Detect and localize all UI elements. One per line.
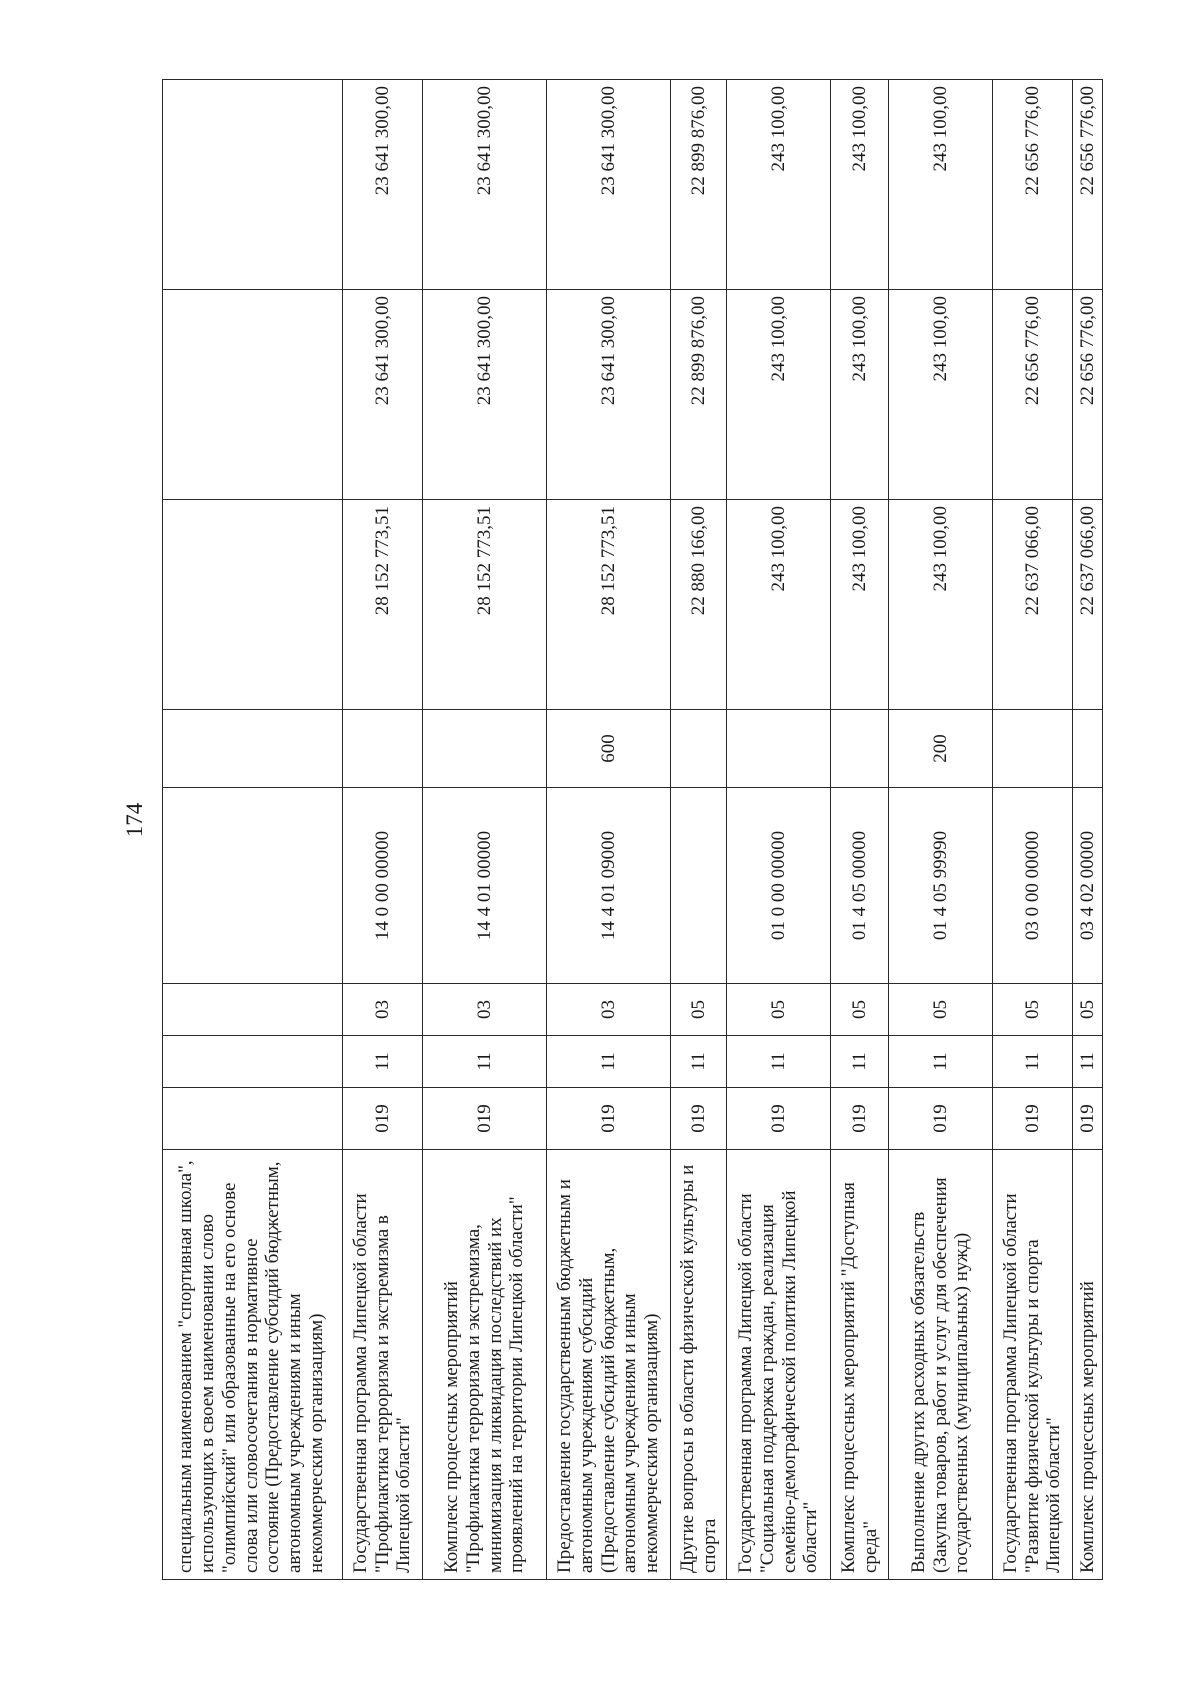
cell-pr xyxy=(163,984,343,1036)
table-row xyxy=(423,80,547,1580)
cell-gr: 019 xyxy=(671,1088,727,1150)
cell-amount-2: 243 100,00 xyxy=(831,290,889,500)
row-name: Другие вопросы в области физической культуры и спорта xyxy=(671,1150,727,1580)
cell-csr: 14 0 00 00000 xyxy=(343,788,423,984)
cell-amount-1 xyxy=(163,500,343,710)
cell-pr: 05 xyxy=(1073,984,1103,1036)
rotated-page xyxy=(120,60,1100,1580)
cell-amount-3: 243 100,00 xyxy=(889,80,993,290)
cell-amount-1: 28 152 773,51 xyxy=(423,500,547,710)
table-row xyxy=(831,80,889,1580)
cell-amount-1: 243 100,00 xyxy=(889,500,993,710)
table-row xyxy=(671,80,727,1580)
cell-gr: 019 xyxy=(889,1088,993,1150)
table-row xyxy=(343,80,423,1580)
cell-pr: 03 xyxy=(547,984,671,1036)
cell-csr: 01 4 05 00000 xyxy=(831,788,889,984)
cell-pr: 03 xyxy=(343,984,423,1036)
cell-rz: 11 xyxy=(889,1036,993,1088)
cell-vr xyxy=(1073,710,1103,788)
table-row xyxy=(547,80,671,1580)
cell-gr: 019 xyxy=(343,1088,423,1150)
row-name: Комплекс процессных мероприятий xyxy=(1073,1150,1103,1580)
cell-vr xyxy=(343,710,423,788)
cell-pr: 05 xyxy=(889,984,993,1036)
cell-rz: 11 xyxy=(831,1036,889,1088)
cell-pr: 05 xyxy=(671,984,727,1036)
cell-gr: 019 xyxy=(423,1088,547,1150)
row-name: Государственная программа Липецкой области "Социальная поддержка граждан, реализация семейно-демографической политики Липецкой области" xyxy=(727,1150,831,1580)
cell-amount-2: 22 656 776,00 xyxy=(993,290,1073,500)
cell-gr xyxy=(163,1088,343,1150)
cell-csr xyxy=(671,788,727,984)
cell-amount-2: 22 656 776,00 xyxy=(1073,290,1103,500)
cell-csr: 01 4 05 99990 xyxy=(889,788,993,984)
page-number: 174 xyxy=(122,802,147,838)
cell-csr xyxy=(163,788,343,984)
cell-amount-3: 22 656 776,00 xyxy=(993,80,1073,290)
cell-amount-1: 28 152 773,51 xyxy=(547,500,671,710)
cell-amount-2 xyxy=(163,290,343,500)
table-row xyxy=(993,80,1073,1580)
cell-amount-1: 28 152 773,51 xyxy=(343,500,423,710)
table-row xyxy=(1073,80,1103,1580)
cell-amount-1: 22 637 066,00 xyxy=(993,500,1073,710)
cell-vr xyxy=(671,710,727,788)
cell-amount-3: 23 641 300,00 xyxy=(343,80,423,290)
cell-csr: 03 0 00 00000 xyxy=(993,788,1073,984)
cell-amount-1: 243 100,00 xyxy=(831,500,889,710)
cell-amount-2: 23 641 300,00 xyxy=(547,290,671,500)
cell-pr: 05 xyxy=(993,984,1073,1036)
cell-amount-2: 22 899 876,00 xyxy=(671,290,727,500)
cell-amount-1: 243 100,00 xyxy=(727,500,831,710)
row-name: Государственная программа Липецкой области "Профилактика терроризма и экстремизма в Липецкой области" xyxy=(343,1150,423,1580)
row-name: Государственная программа Липецкой области "Развитие физической культуры и спорта Липецкой области" xyxy=(993,1150,1073,1580)
cell-vr xyxy=(423,710,547,788)
cell-amount-2: 243 100,00 xyxy=(889,290,993,500)
cell-amount-2: 23 641 300,00 xyxy=(343,290,423,500)
row-name: Комплекс процессных мероприятий "Доступная среда" xyxy=(831,1150,889,1580)
budget-table xyxy=(162,79,1103,1580)
cell-vr: 200 xyxy=(889,710,993,788)
cell-rz: 11 xyxy=(671,1036,727,1088)
cell-rz: 11 xyxy=(1073,1036,1103,1088)
table-row xyxy=(889,80,993,1580)
cell-amount-2: 243 100,00 xyxy=(727,290,831,500)
cell-rz: 11 xyxy=(423,1036,547,1088)
cell-gr: 019 xyxy=(547,1088,671,1150)
cell-vr xyxy=(993,710,1073,788)
cell-csr: 03 4 02 00000 xyxy=(1073,788,1103,984)
cell-amount-1: 22 880 166,00 xyxy=(671,500,727,710)
cell-gr: 019 xyxy=(727,1088,831,1150)
cell-pr: 05 xyxy=(831,984,889,1036)
table-row xyxy=(727,80,831,1580)
cell-pr: 03 xyxy=(423,984,547,1036)
cell-amount-3: 22 899 876,00 xyxy=(671,80,727,290)
cell-amount-2: 23 641 300,00 xyxy=(423,290,547,500)
row-name: специальным наименованием "спортивная школа", использующих в своем наименовании слово "олимпийский" или образованные на его основе слова или словосочетания в нормативное состояние (Предоставление субсидий бюджетным, автономным учреждениям и иным некоммерческим организациям) xyxy=(163,1150,343,1580)
cell-gr: 019 xyxy=(1073,1088,1103,1150)
cell-amount-3: 243 100,00 xyxy=(831,80,889,290)
cell-amount-3 xyxy=(163,80,343,290)
cell-csr: 14 4 01 00000 xyxy=(423,788,547,984)
cell-gr: 019 xyxy=(831,1088,889,1150)
cell-rz xyxy=(163,1036,343,1088)
cell-rz: 11 xyxy=(727,1036,831,1088)
row-name: Комплекс процессных мероприятий "Профилактика терроризма и экстремизма, минимизация и ликвидация последствий их проявлений на территории Липецкой области" xyxy=(423,1150,547,1580)
cell-vr: 600 xyxy=(547,710,671,788)
cell-vr xyxy=(727,710,831,788)
cell-amount-1: 22 637 066,00 xyxy=(1073,500,1103,710)
row-name: Выполнение других расходных обязательств (Закупка товаров, работ и услуг для обеспечения государственных (муниципальных) нужд) xyxy=(889,1150,993,1580)
cell-rz: 11 xyxy=(547,1036,671,1088)
cell-amount-3: 243 100,00 xyxy=(727,80,831,290)
cell-amount-3: 23 641 300,00 xyxy=(423,80,547,290)
table-row xyxy=(163,80,343,1580)
cell-rz: 11 xyxy=(343,1036,423,1088)
cell-csr: 01 0 00 00000 xyxy=(727,788,831,984)
cell-csr: 14 4 01 09000 xyxy=(547,788,671,984)
cell-gr: 019 xyxy=(993,1088,1073,1150)
cell-pr: 05 xyxy=(727,984,831,1036)
row-name: Предоставление государственным бюджетным и автономным учреждениям субсидий (Предоставление субсидий бюджетным, автономным учреждениям и иным некоммерческим организациям) xyxy=(547,1150,671,1580)
cell-amount-3: 23 641 300,00 xyxy=(547,80,671,290)
cell-rz: 11 xyxy=(993,1036,1073,1088)
cell-vr xyxy=(163,710,343,788)
cell-amount-3: 22 656 776,00 xyxy=(1073,80,1103,290)
cell-vr xyxy=(831,710,889,788)
